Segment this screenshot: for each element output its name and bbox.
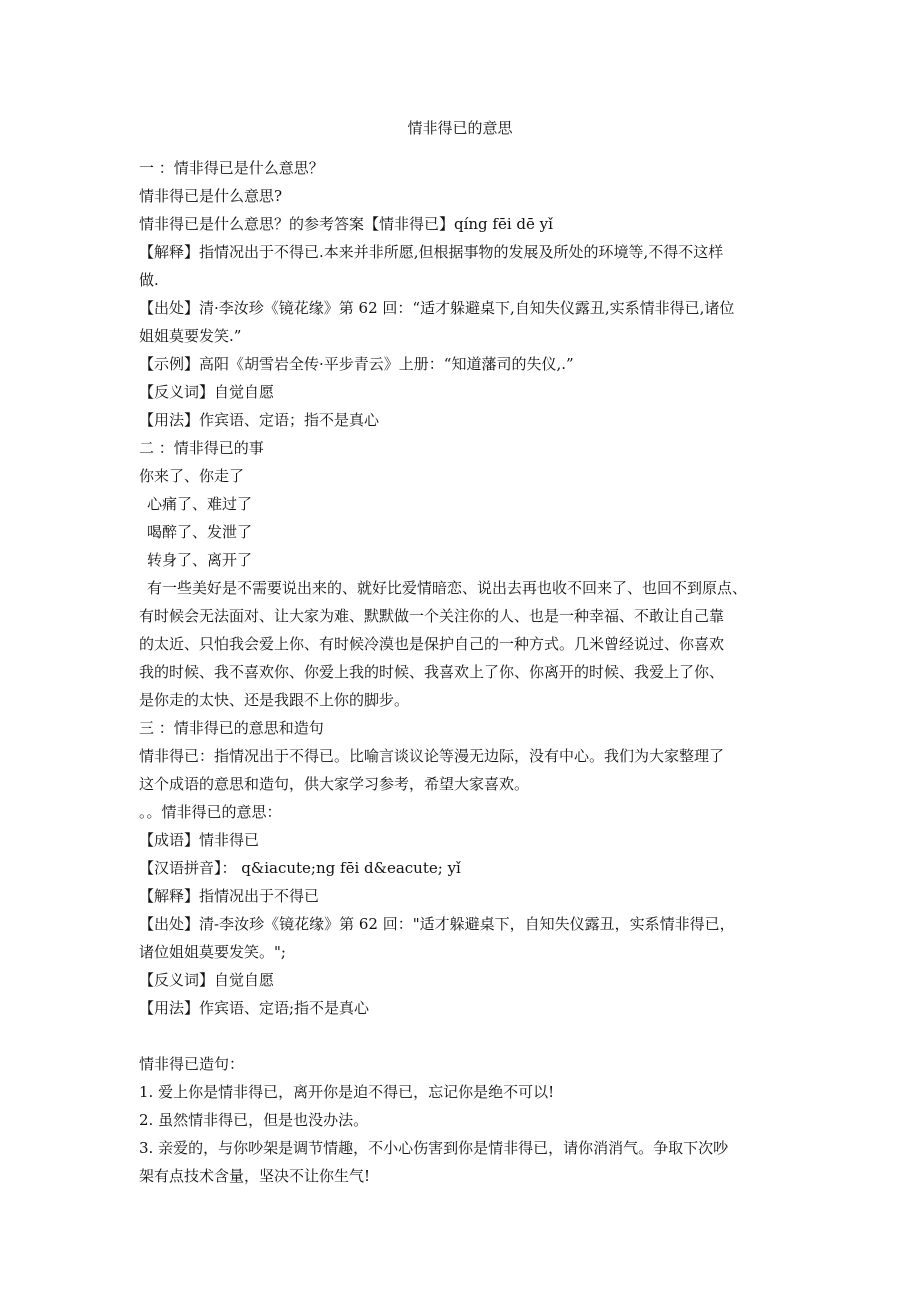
text-line: 【用法】作宾语、定语;指不是真心 — [139, 999, 370, 1017]
text-line: 情非得已造句： — [139, 1055, 245, 1073]
text-line: 【反义词】自觉自愿 — [139, 383, 275, 401]
text-line: 情非得已：指情况出于不得已。比喻言谈议论等漫无边际，没有中心。我们为大家整理了 — [139, 747, 725, 765]
blank-line — [139, 1022, 789, 1050]
text-line: 姐姐莫要发笑.” — [139, 327, 242, 345]
text-line: 2. 虽然情非得已，但是也没办法。 — [139, 1111, 369, 1129]
text-line: 是你走的太快、还是我跟不上你的脚步。 — [139, 691, 410, 709]
text-line: 【汉语拼音】： q&iacute;ng fēi d&eacute; yǐ — [139, 859, 461, 877]
text-line: 3. 亲爱的，与你吵架是调节情趣，不小心伤害到你是情非得已，请你消消气。争取下次吵 — [139, 1139, 729, 1157]
text-line: 心痛了、难过了 — [147, 495, 253, 513]
text-line: 二 ：情非得已的事 — [139, 439, 264, 457]
text-line: 你来了、你走了 — [139, 467, 245, 485]
text-line: 喝醉了、发泄了 — [147, 523, 253, 541]
text-line: 【出处】清·李汝珍《镜花缘》第 62 回：“适才躲避桌下,自知失仪露丑,实系情非得已,诸位 — [139, 299, 735, 317]
text-line: 【解释】指情况出于不得已 — [139, 887, 320, 905]
text-line: 的太近、只怕我会爱上你、有时候冷漠也是保护自己的一种方式。几米曾经说过、你喜欢 — [139, 635, 725, 653]
text-line: 有一些美好是不需要说出来的、就好比爱情暗恋、说出去再也收不回来了、也回不到原点、 — [147, 579, 748, 597]
text-line: 做. — [139, 271, 159, 289]
text-line: 架有点技术含量，坚决不让你生气! — [139, 1167, 371, 1185]
text-line: 。。情非得已的意思： — [139, 803, 282, 821]
text-line: 【出处】清-李汝珍《镜花缘》第 62 回："适才躲避桌下，自知失仪露丑，实系情非得已， — [139, 915, 735, 933]
document-body — [139, 154, 789, 1190]
text-line: 【成语】情非得已 — [139, 831, 260, 849]
text-line: 1. 爱上你是情非得已，离开你是迫不得已，忘记你是绝不可以! — [139, 1083, 555, 1101]
document-title: 情非得已的意思 — [407, 119, 513, 137]
text-line: 诸位姐姐莫要发笑。"; — [139, 943, 286, 961]
text-line: 转身了、离开了 — [147, 551, 253, 569]
text-line: 【解释】指情况出于不得已.本来并非所愿,但根据事物的发展及所处的环境等,不得不这样 — [139, 243, 724, 261]
text-line: 三 ：情非得已的意思和造句 — [139, 719, 324, 737]
text-line: 情非得已是什么意思？的参考答案【情非得已】qíng fēi dē yǐ — [139, 215, 553, 233]
text-line: 情非得已是什么意思? — [139, 187, 283, 205]
text-line: 【用法】作宾语、定语；指不是真心 — [139, 411, 380, 429]
text-line: 【示例】高阳《胡雪岩全传·平步青云》上册：“知道藩司的失仪,.” — [139, 355, 574, 373]
text-line: 有时候会无法面对、让大家为难、默默做一个关注你的人、也是一种幸福、不敢让自己靠 — [139, 607, 725, 625]
text-line: 一 ：情非得已是什么意思？ — [139, 159, 324, 177]
text-line: 【反义词】自觉自愿 — [139, 971, 275, 989]
text-line: 这个成语的意思和造句，供大家学习参考，希望大家喜欢。 — [139, 775, 530, 793]
text-line: 我的时候、我不喜欢你、你爱上我的时候、我喜欢上了你、你离开的时候、我爱上了你、 — [139, 663, 725, 681]
